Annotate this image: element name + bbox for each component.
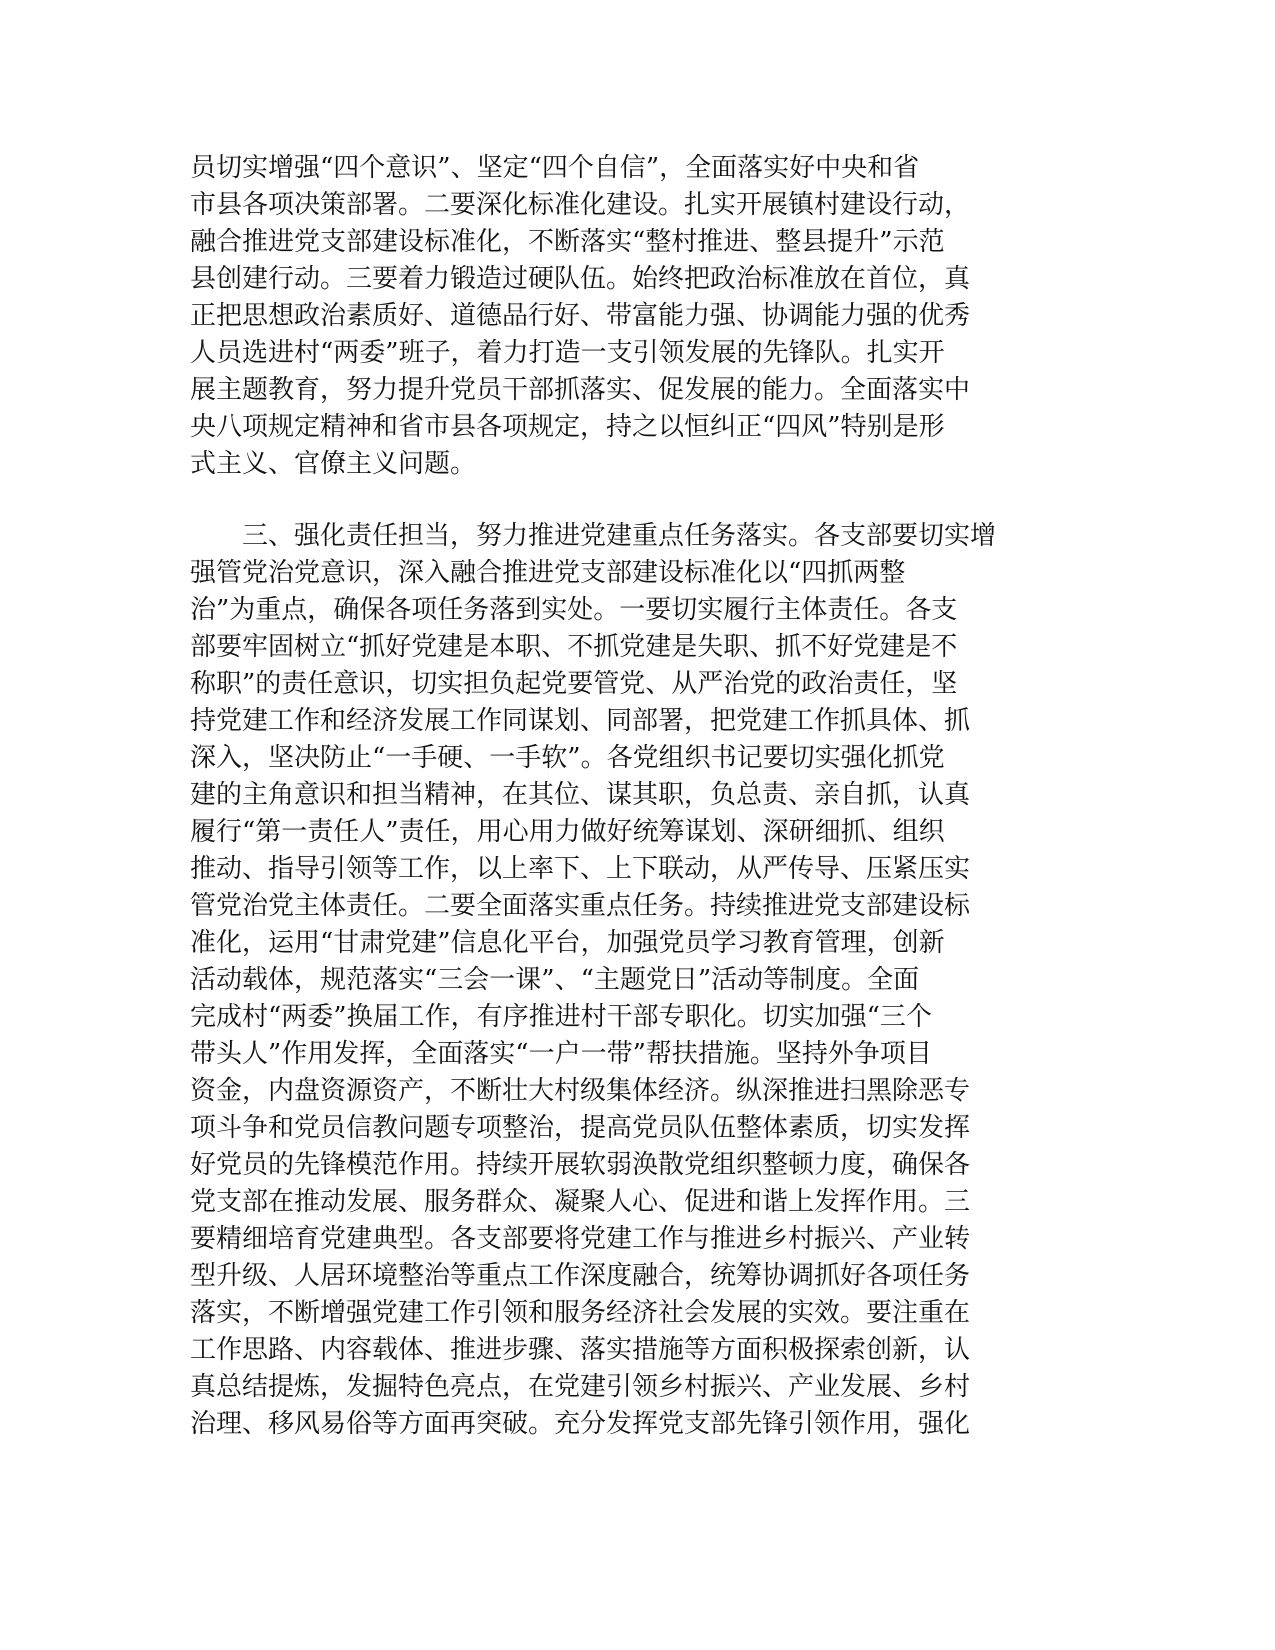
text-line: 项斗争和党员信教问题专项整治，提高党员队伍整体素质，切实发挥: [190, 1113, 971, 1143]
text-line: 员切实增强“四个意识”、坚定“四个自信”，全面落实好中央和省: [190, 153, 920, 183]
text-line: 市县各项决策部署。二要深化标准化建设。扎实开展镇村建设行动，: [190, 190, 971, 220]
text-line: 三、强化责任担当，努力推进党建重点任务落实。各支部要切实增: [190, 521, 997, 551]
text-line: 真总结提炼，发掘特色亮点，在党建引领乡村振兴、产业发展、乡村: [190, 1372, 971, 1402]
text-line: 推动、指导引领等工作，以上率下、上下联动，从严传导、压紧压实: [190, 854, 971, 884]
text-line: 式主义、官僚主义问题。: [190, 449, 477, 479]
text-line: 准化，运用“甘肃党建”信息化平台，加强党员学习教育管理，创新: [190, 928, 945, 958]
text-line: 强管党治党意识，深入融合推进党支部建设标准化以“四抓两整: [190, 558, 906, 588]
text-line: 带头人”作用发挥，全面落实“一户一带”帮扶措施。坚持外争项目: [190, 1039, 932, 1069]
text-line: 落实，不断增强党建工作引领和服务经济社会发展的实效。要注重在: [190, 1298, 971, 1328]
text-line: 资金，内盘资源资产，不断壮大村级集体经济。纵深推进扫黑除恶专: [190, 1076, 971, 1106]
text-line: 活动载体，规范落实“三会一课”、“主题党日”活动等制度。全面: [190, 965, 920, 995]
text-line: 县创建行动。三要着力锻造过硬队伍。始终把政治标准放在首位，真: [190, 264, 971, 294]
text-line: 建的主角意识和担当精神，在其位、谋其职，负总责、亲自抓，认真: [190, 780, 971, 810]
text-line: 治理、移风易俗等方面再突破。充分发挥党支部先锋引领作用，强化: [190, 1409, 971, 1439]
text-line: 深入，坚决防止“一手硬、一手软”。各党组织书记要切实强化抓党: [190, 743, 945, 773]
text-line: 要精细培育党建典型。各支部要将党建工作与推进乡村振兴、产业转: [190, 1224, 971, 1254]
text-line: 展主题教育，努力提升党员干部抓落实、促发展的能力。全面落实中: [190, 375, 971, 405]
paragraph-section-three: [190, 518, 1070, 1443]
text-line: 治”为重点，确保各项任务落到实处。一要切实履行主体责任。各支: [190, 595, 958, 625]
text-line: 持党建工作和经济发展工作同谋划、同部署，把党建工作抓具体、抓: [190, 706, 971, 736]
text-line: 称职”的责任意识，切实担负起党要管党、从严治党的政治责任，坚: [190, 669, 958, 699]
text-line: 履行“第一责任人”责任，用心用力做好统筹谋划、深研细抓、组织: [190, 817, 945, 847]
text-line: 部要牢固树立“抓好党建是本职、不抓党建是失职、抓不好党建是不: [190, 632, 958, 662]
text-line: 管党治党主体责任。二要全面落实重点任务。持续推进党支部建设标: [190, 891, 971, 921]
text-line: 人员选进村“两委”班子，着力打造一支引领发展的先锋队。扎实开: [190, 338, 945, 368]
text-line: 融合推进党支部建设标准化，不断落实“整村推进、整县提升”示范: [190, 227, 945, 257]
text-line: 正把思想政治素质好、道德品行好、带富能力强、协调能力强的优秀: [190, 301, 971, 331]
paragraph-continuation: [190, 150, 1070, 483]
text-line: 型升级、人居环境整治等重点工作深度融合，统筹协调抓好各项任务: [190, 1261, 971, 1291]
text-line: 工作思路、内容载体、推进步骤、落实措施等方面积极探索创新，认: [190, 1335, 971, 1365]
text-line: 党支部在推动发展、服务群众、凝聚人心、促进和谐上发挥作用。三: [190, 1187, 971, 1217]
text-line: 完成村“两委”换届工作，有序推进村干部专职化。切实加强“三个: [190, 1002, 932, 1032]
text-line: 好党员的先锋模范作用。持续开展软弱涣散党组织整顿力度，确保各: [190, 1150, 971, 1180]
text-line: 央八项规定精神和省市县各项规定，持之以恒纠正“四风”特别是形: [190, 412, 945, 442]
